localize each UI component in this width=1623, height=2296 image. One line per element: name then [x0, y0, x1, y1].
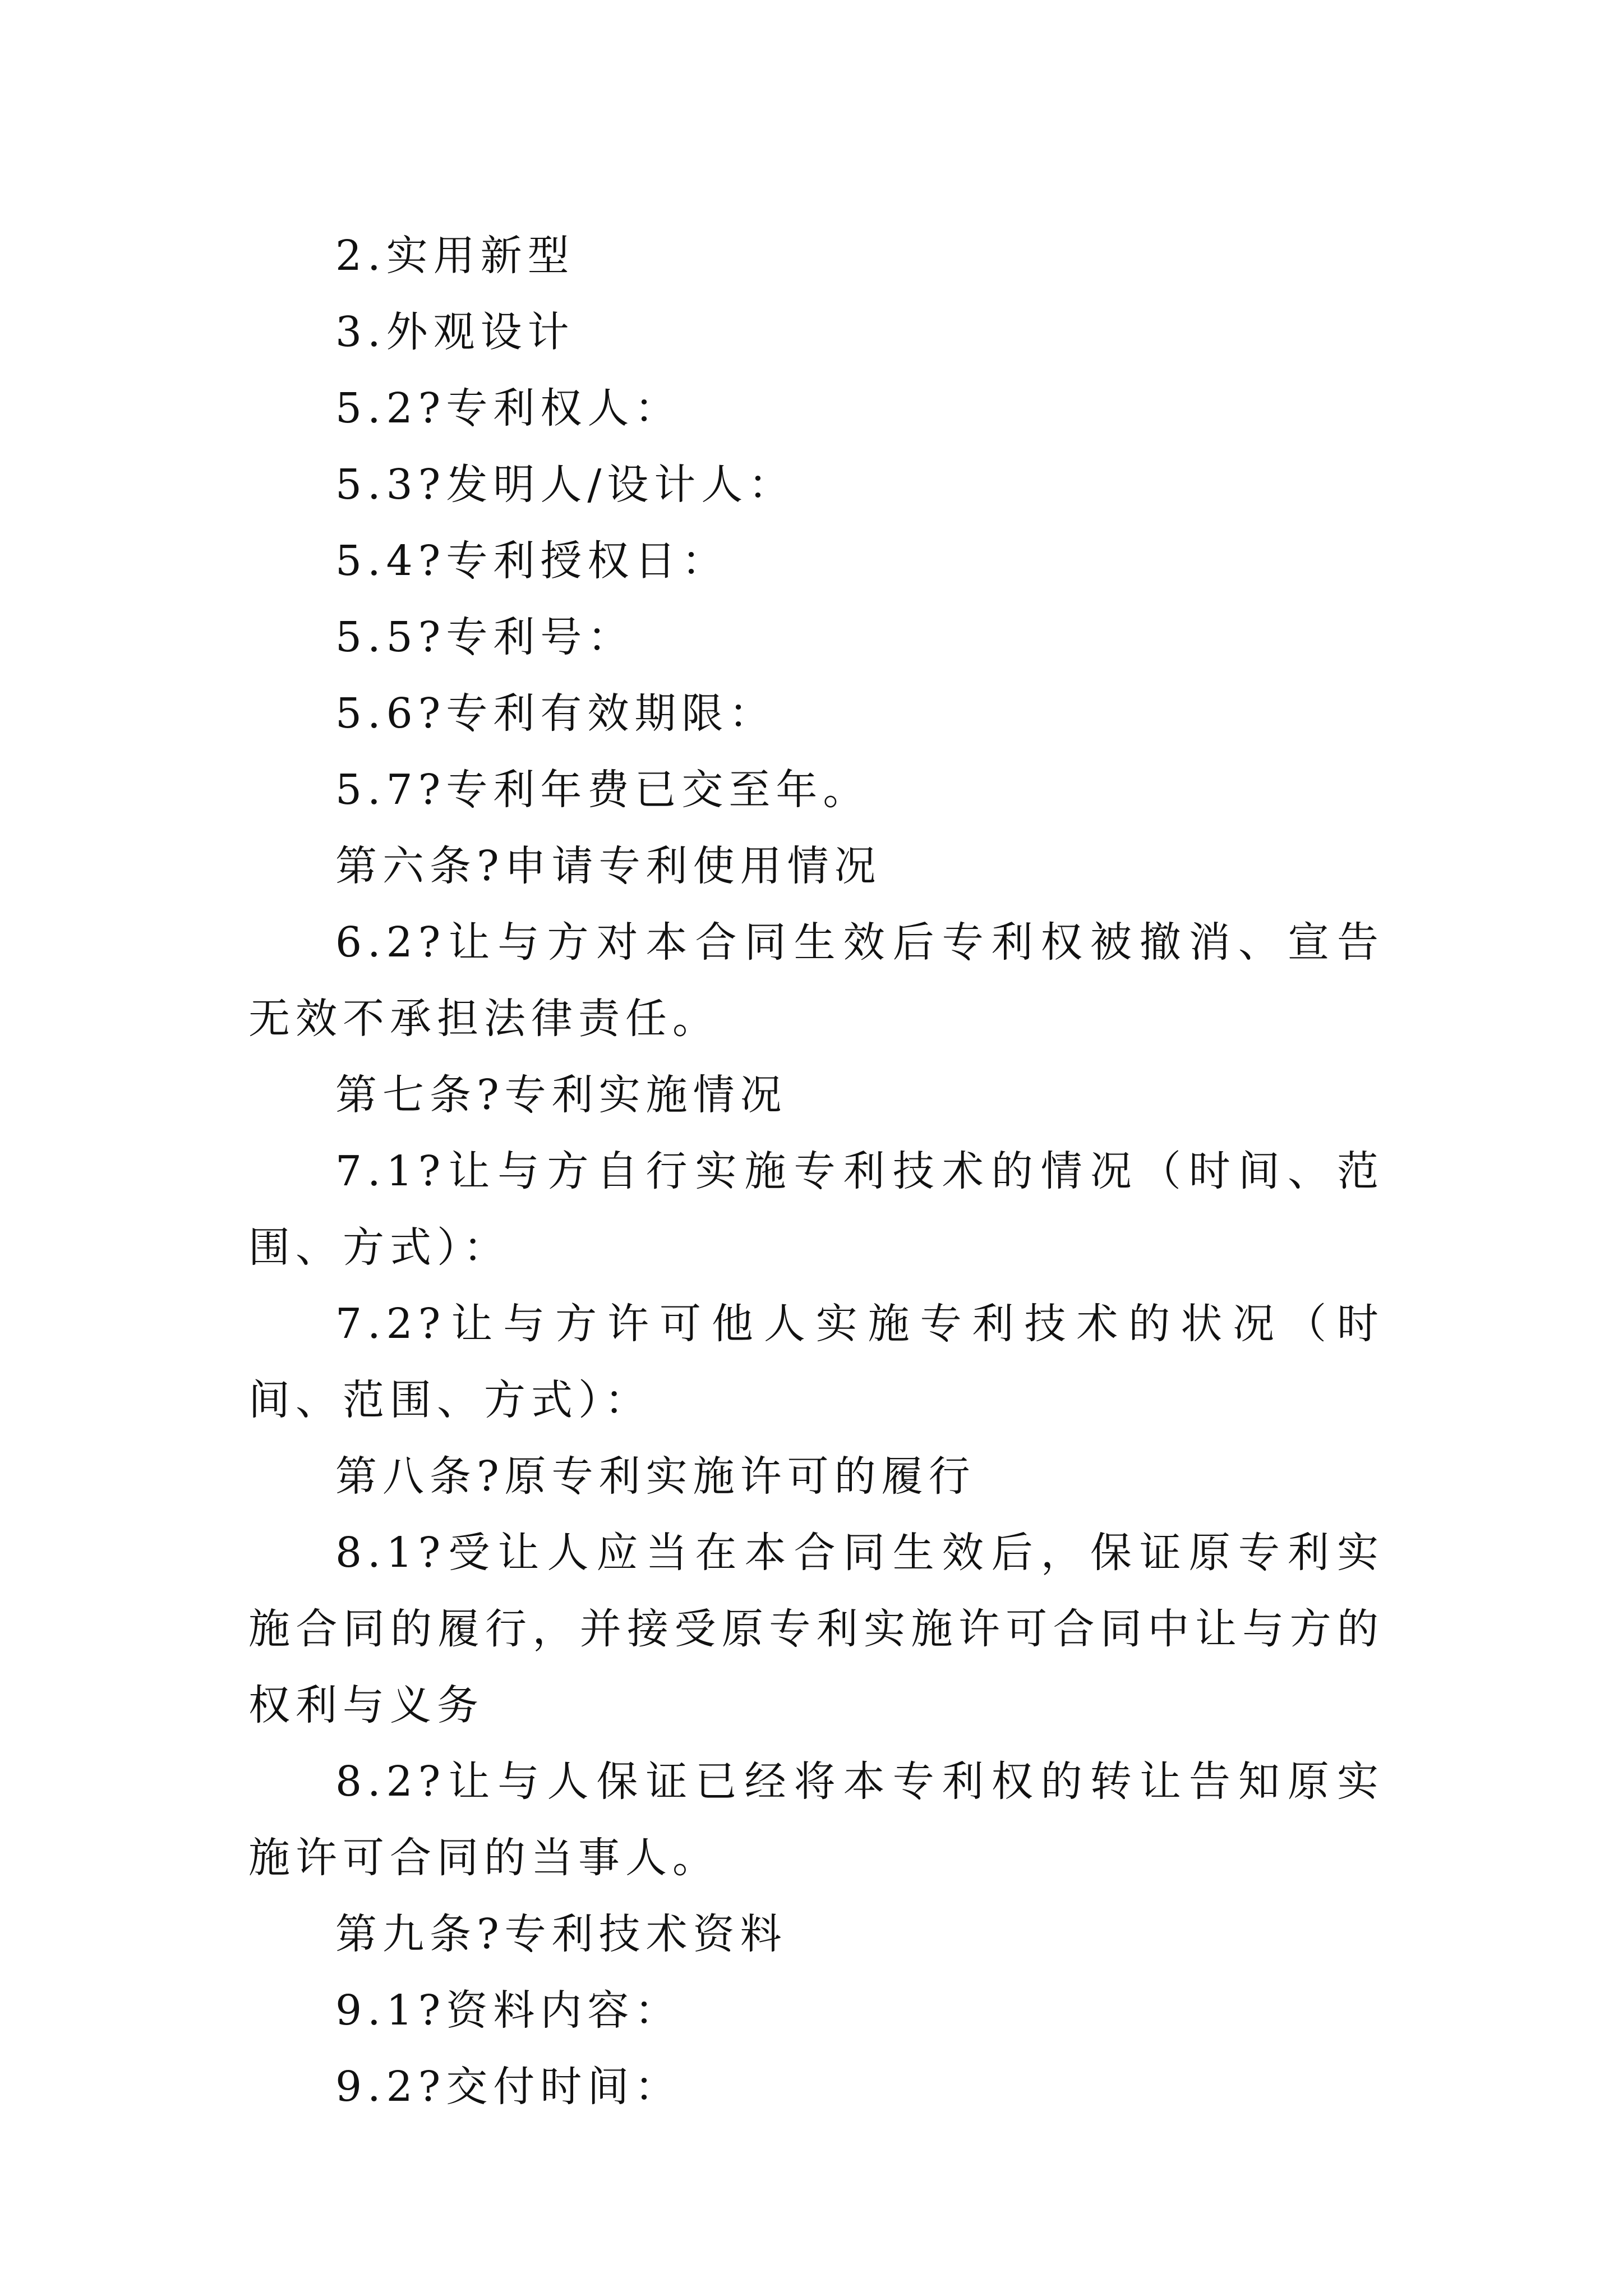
paragraph-inventor: 5.3?发明人/设计人： [335, 461, 796, 509]
paragraph-utility-model: 2.实用新型 [335, 232, 575, 280]
paragraph-design: 3.外观设计 [335, 308, 575, 356]
article-six-heading: 第六条?申请专利使用情况 [335, 842, 882, 890]
article-eight-heading: 第八条?原专利实施许可的履行 [335, 1452, 976, 1501]
paragraph-patentee: 5.2?专利权人： [335, 384, 682, 432]
paragraph-9-2: 9.2?交付时间： [335, 2063, 682, 2111]
paragraph-6-2: 6.2?让与方对本合同生效后专利权被撤消、宣告无效不承担法律责任。 [248, 918, 1384, 1043]
paragraph-7-1: 7.1?让与方自行实施专利技术的情况（时间、范围、方式）： [248, 1147, 1384, 1272]
document-body [248, 218, 1384, 2125]
article-nine-heading: 第九条?专利技术资料 [335, 1910, 787, 1958]
paragraph-9-1: 9.1?资料内容： [335, 1986, 682, 2035]
paragraph-patent-number: 5.5?专利号： [335, 613, 635, 661]
paragraph-annual-fee: 5.7?专利年费已交至年。 [335, 766, 870, 814]
paragraph-8-2: 8.2?让与人保证已经将本专利权的转让告知原实施许可合同的当事人。 [248, 1757, 1384, 1882]
paragraph-validity-period: 5.6?专利有效期限： [335, 689, 776, 738]
article-seven-heading: 第七条?专利实施情况 [335, 1071, 787, 1119]
paragraph-8-1: 8.1?受让人应当在本合同生效后，保证原专利实施合同的履行，并接受原专利实施许可合同中让与方的权利与义务 [248, 1529, 1384, 1729]
paragraph-7-2: 7.2?让与方许可他人实施专利技术的状况（时间、范围、方式）： [248, 1300, 1384, 1424]
paragraph-grant-date: 5.4?专利授权日： [335, 537, 729, 585]
